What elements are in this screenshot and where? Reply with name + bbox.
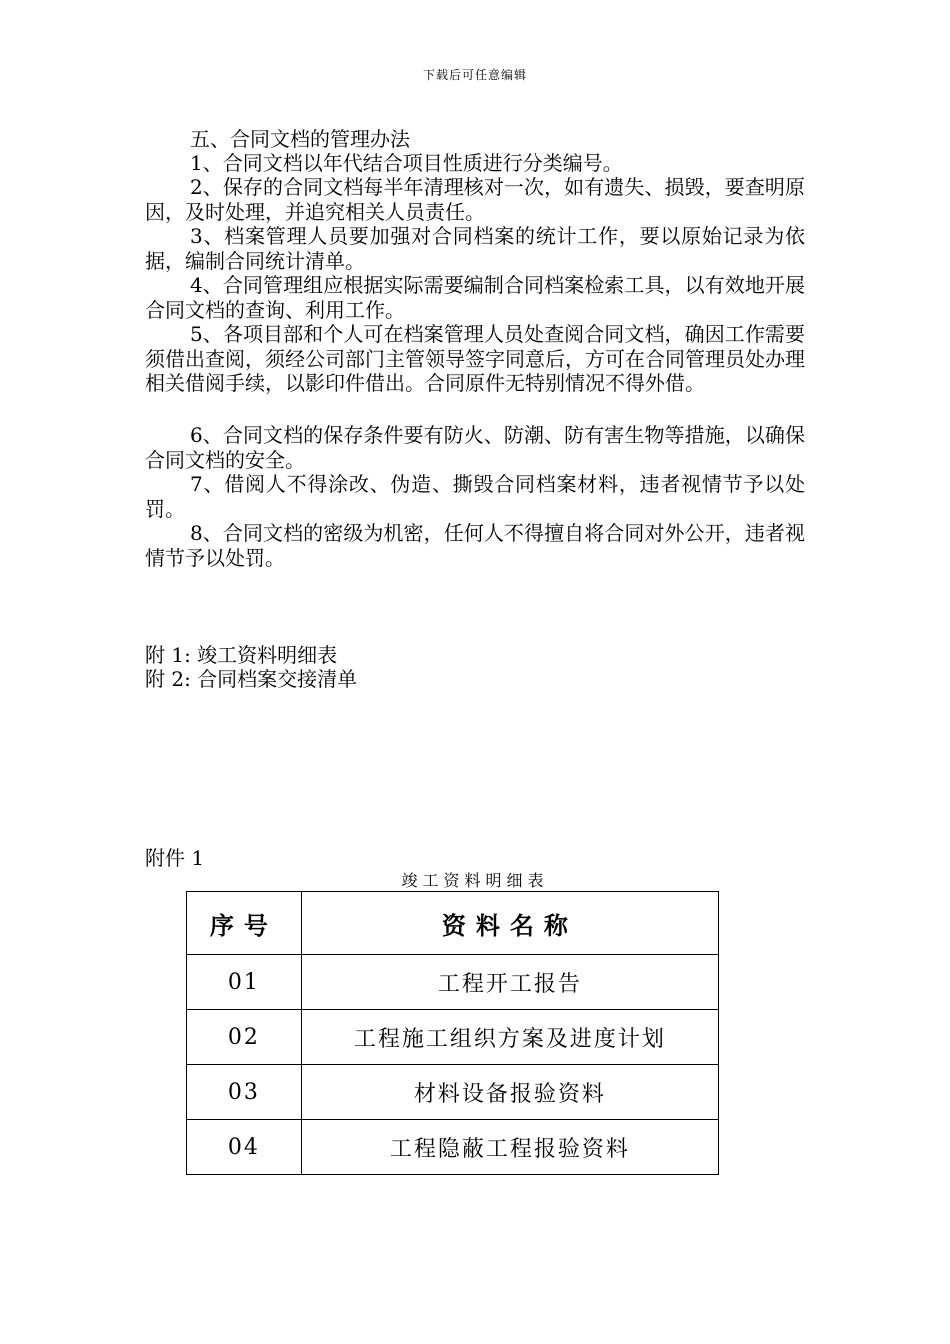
attachment-1: 附 1: 竣工资料明细表 [145, 643, 338, 667]
paragraph-8: 8、合同文档的密级为机密，任何人不得擅自将合同对外公开，违者视情节予以处罚。 [145, 521, 805, 570]
cell-serial: 02 [187, 1010, 302, 1065]
cell-serial: 04 [187, 1120, 302, 1175]
table-row [187, 1010, 719, 1065]
completion-docs-table [186, 891, 719, 1175]
paragraph-3: 3、档案管理人员要加强对合同档案的统计工作，要以原始记录为依据，编制合同统计清单。 [145, 224, 805, 273]
paragraph-7: 7、借阅人不得涂改、伪造、撕毁合同档案材料，违者视情节予以处罚。 [145, 472, 805, 521]
attachment-2: 附 2: 合同档案交接清单 [145, 667, 358, 691]
annex-label: 附件 1 [145, 846, 205, 870]
paragraph-5: 5、各项目部和个人可在档案管理人员处查阅合同文档，确因工作需要须借出查阅，须经公司部门主管领导签字同意后，方可在合同管理员处办理相关借阅手续，以影印件借出。合同原件无特别情况不得外借。 [145, 322, 805, 395]
cell-doc-name: 工程施工组织方案及进度计划 [301, 1010, 718, 1065]
table-row [187, 1065, 719, 1120]
cell-serial: 01 [187, 955, 302, 1010]
table-row [187, 955, 719, 1010]
table-header-row [187, 892, 719, 955]
table-caption: 竣工资料明细表 [401, 871, 549, 890]
paragraph-1: 1、合同文档以年代结合项目性质进行分类编号。 [190, 151, 623, 175]
cell-serial: 03 [187, 1065, 302, 1120]
header-serial: 序号 [187, 892, 302, 955]
paragraph-6: 6、合同文档的保存条件要有防火、防潮、防有害生物等措施，以确保合同文档的安全。 [145, 423, 805, 472]
cell-doc-name: 工程开工报告 [301, 955, 718, 1010]
table-row [187, 1120, 719, 1175]
cell-doc-name: 工程隐蔽工程报验资料 [301, 1120, 718, 1175]
section-title: 五、合同文档的管理办法 [190, 127, 410, 151]
cell-doc-name: 材料设备报验资料 [301, 1065, 718, 1120]
page-header-note: 下载后可任意编辑 [422, 68, 527, 82]
paragraph-2: 2、保存的合同文档每半年清理核对一次，如有遗失、损毁，要查明原因，及时处理，并追究相关人员责任。 [145, 175, 805, 224]
header-doc-name: 资料名称 [301, 892, 718, 955]
paragraph-4: 4、合同管理组应根据实际需要编制合同档案检索工具，以有效地开展合同文档的查询、利用工作。 [145, 273, 805, 322]
